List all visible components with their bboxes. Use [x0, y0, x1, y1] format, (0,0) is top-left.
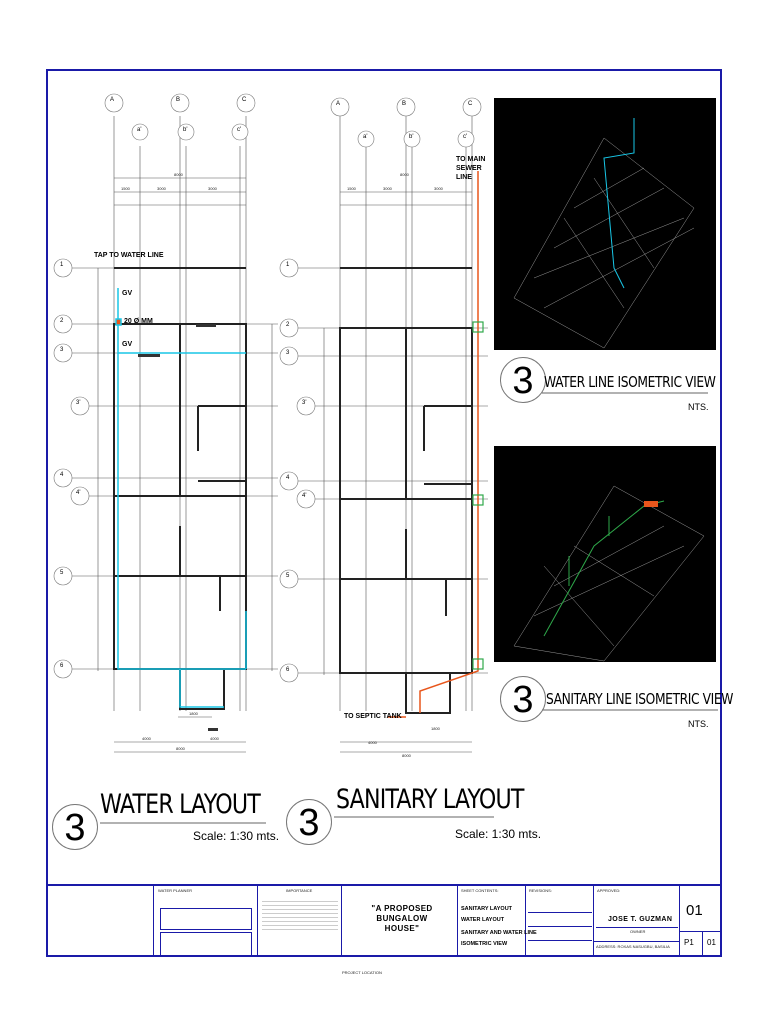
grid-label-c-prime: c' [237, 127, 242, 133]
tb-sheet-divider [680, 931, 720, 932]
row-label-4: 4 [60, 472, 64, 478]
note-gate-valve-1: GV [122, 290, 133, 297]
row-label-6: 6 [60, 663, 64, 669]
tb-floor-plan-table [160, 932, 252, 956]
grid-label-b-prime: b' [183, 127, 188, 133]
tb-revisions [526, 886, 594, 957]
sanitary-iso-number: 3 [500, 676, 546, 722]
note-gate-valve-2: GV [122, 341, 133, 348]
tb-sheet-contents-head: SHEET CONTENTS: [461, 888, 499, 893]
san-row-label-2: 2 [286, 322, 290, 328]
row-label-3-prime: 3' [76, 400, 81, 406]
tb-blank-cell [48, 886, 154, 957]
dim-top-1: 1500 [121, 186, 130, 191]
tb-sheet-contents [458, 886, 537, 957]
tb-floor-plan [154, 886, 258, 957]
tb-address-line [594, 941, 680, 942]
san-grid-label-a-prime: a' [363, 134, 368, 140]
note-to-main-sewer: TO MAIN SEWER LINE [456, 156, 486, 181]
grid-label-B: B [176, 97, 181, 103]
sanitary-layout-number: 3 [286, 799, 332, 845]
row-label-3: 3 [60, 347, 64, 353]
san-row-label-3-prime: 3' [302, 400, 307, 406]
water-iso-nts: NTS. [688, 402, 709, 412]
tb-sheet-contents-1: SANITARY LAYOUT [461, 906, 513, 912]
dim-bottom-total: 8000 [176, 746, 185, 751]
san-dim-bottom-2: 1800 [431, 726, 440, 731]
drawing-sheet [46, 69, 733, 957]
san-row-label-4: 4 [286, 475, 290, 481]
tb-owner-name: JOSE T. GUZMAN [608, 916, 673, 923]
san-grid-label-B: B [402, 101, 407, 107]
san-grid-label-A: A [336, 101, 341, 107]
tb-approved [594, 886, 680, 957]
water-layout-scale: Scale: 1:30 mts. [193, 829, 280, 843]
san-row-label-5: 5 [286, 573, 290, 579]
tb-sheet-code: P1 [684, 938, 694, 947]
row-label-5: 5 [60, 570, 64, 576]
dim-top-3: 3000 [208, 186, 217, 191]
dim-bottom-1: 4000 [142, 736, 151, 741]
tb-sheet-no: 01 [686, 902, 703, 919]
grid-label-A: A [110, 97, 115, 103]
tb-rev-line-1 [528, 912, 592, 913]
row-label-2: 2 [60, 318, 64, 324]
row-label-4-prime: 4' [76, 490, 81, 496]
tb-rev-line-3 [528, 940, 592, 941]
san-row-label-1: 1 [286, 262, 290, 268]
sanitary-layout-title: SANITARY LAYOUT [336, 784, 524, 815]
san-dim-bottom-1: 4000 [368, 740, 377, 745]
tb-rev-line-2 [528, 926, 592, 927]
sanitary-iso-nts: NTS. [688, 719, 709, 729]
san-row-label-6: 6 [286, 667, 290, 673]
water-layout-title: WATER LAYOUT [100, 789, 260, 820]
tb-sheet-contents-2: WATER LAYOUT [461, 917, 505, 923]
note-to-septic-tank: TO SEPTIC TANK [344, 713, 402, 720]
tb-revisions-head: REVISIONS: [529, 888, 552, 893]
tb-owner-line [596, 927, 678, 928]
san-row-label-4-prime: 4' [302, 493, 307, 499]
title-block [48, 884, 720, 957]
tb-importance [258, 886, 342, 957]
san-dim-top-1: 1500 [347, 186, 356, 191]
tb-project [342, 886, 458, 957]
note-pipe-size: 20 Ø MM [124, 318, 153, 325]
tb-importance-head: IMPORTANCE [286, 888, 313, 893]
san-dim-bottom-total: 8000 [402, 753, 411, 758]
row-label-1: 1 [60, 262, 64, 268]
san-grid-label-C: C [468, 101, 473, 107]
tb-floor-plan-box [160, 908, 252, 930]
tb-sheet-contents-3: SANITARY AND WATER LINE [461, 930, 537, 936]
sanitary-layout-scale: Scale: 1:30 mts. [455, 827, 542, 841]
dim-top-2: 3000 [157, 186, 166, 191]
san-dim-top-total: 8000 [400, 172, 409, 177]
footer-note: PROJECT LOCATION [342, 970, 382, 975]
note-tap-to-water-line: TAP TO WATER LINE [94, 252, 164, 259]
tb-importance-text [262, 898, 338, 932]
dim-bottom-2: 4000 [210, 736, 219, 741]
water-iso-number: 3 [500, 357, 546, 403]
sanitary-iso-drawing [494, 446, 716, 662]
tb-project-title: "A PROPOSED BUNGALOW HOUSE" [371, 904, 433, 933]
san-grid-label-c-prime: c' [463, 134, 468, 140]
san-grid-label-b-prime: b' [409, 134, 414, 140]
san-dim-top-3: 3000 [434, 186, 443, 191]
water-layout-number: 3 [52, 804, 98, 850]
tb-sheet-split-line [702, 931, 703, 957]
dim-top-total: 8000 [174, 172, 183, 177]
dim-1800: 1800 [189, 711, 198, 716]
water-iso-title: WATER LINE ISOMETRIC VIEW [544, 373, 716, 391]
tb-address: ADDRESS: ROXAS NASUGBU, BASILIA [596, 944, 670, 949]
tb-approved-head: APPROVED: [597, 888, 621, 893]
grid-label-C: C [242, 97, 247, 103]
tb-sheet-contents-4: ISOMETRIC VIEW [461, 941, 508, 947]
sanitary-iso-panel [494, 446, 716, 662]
tb-sheet-number [680, 886, 720, 957]
water-iso-drawing [494, 98, 716, 350]
tb-floor-plan-head: WATER PLANNER [158, 888, 193, 893]
tb-owner-role: OWNER [630, 929, 646, 934]
grid-label-a-prime: a' [137, 127, 142, 133]
tb-sheet-of: 01 [707, 938, 716, 947]
sanitary-iso-title: SANITARY LINE ISOMETRIC VIEW [546, 690, 733, 708]
san-row-label-3: 3 [286, 350, 290, 356]
san-dim-top-2: 3000 [383, 186, 392, 191]
water-iso-panel [494, 98, 716, 350]
